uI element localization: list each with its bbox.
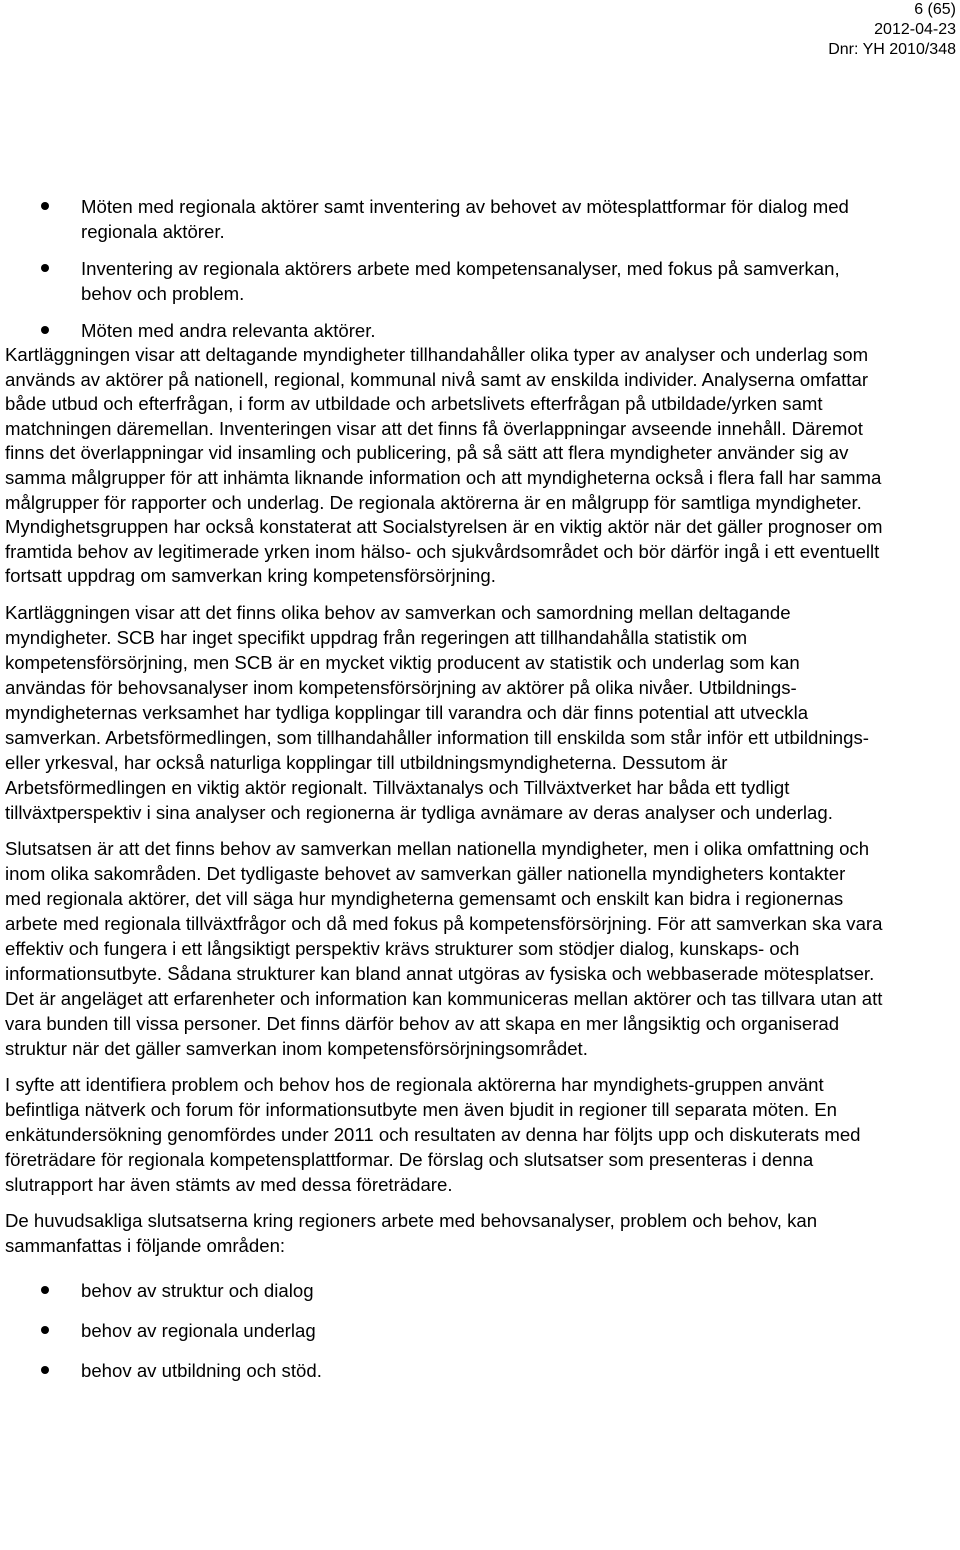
list-item — [5, 1358, 885, 1383]
bullet-icon — [41, 1286, 49, 1294]
list-item — [5, 256, 885, 306]
list-item — [5, 318, 885, 343]
list-item-text: Inventering av regionala aktörers arbete med kompetensanalyser, med fokus på samverkan, behov och problem. — [81, 258, 840, 304]
paragraph: Kartläggningen visar att deltagande myndigheter tillhandahåller olika typer av analyser och underlag som används av aktörer på nationell, regional, kommunal nivå samt av enskilda individer. Analyserna omfattar både utbud och efterfrågan, i form av utbildade och arbetslivets efterfrågan på utbildade/yrken samt matchningen däremellan. Inventeringen visar att det finns få överlappningar avseende innehåll. Däremot finns det överlappningar vid insamling och publicering, på så sätt att flera myndigheter använder sig av samma målgrupper för att inhämta liknande information och att myndigheterna också i flera fall har samma målgrupper för rapporter och underlag. De regionala aktörerna är en målgrupp för samtliga myndigheter. Myndighetsgruppen har också konstaterat att Socialstyrelsen är en viktig aktör när det gäller prognoser om framtida behov av legitimerade yrken inom hälso- och sjukvårdsområdet och bör därför ingå i ett eventuellt fortsatt uppdrag om samverkan kring kompetensförsörjning. — [5, 344, 883, 587]
list-item-text: behov av struktur och dialog — [81, 1279, 314, 1301]
document-body — [5, 194, 885, 1383]
bullet-icon — [41, 326, 49, 334]
bullet-icon — [41, 1366, 49, 1374]
paragraph: Slutsatsen är att det finns behov av samverkan mellan nationella myndigheter, men i olika omfattning och inom olika sakområden. Det tydligaste behovet av samverkan gäller nationella myndigheters kontakter med regionala aktörer, det vill säga hur myndigheterna gemensamt och enskilt kan bidra i regionernas arbete med regionala tillväxtfrågor och då med fokus på kompetensförsörjning. För att samverkan ska vara effektiv och fungera i ett långsiktigt perspektiv krävs strukturer som stödjer dialog, kunskaps- och informationsutbyte. Sådana strukturer kan bland annat utgöras av fysiska och webbaserade mötesplatser. Det är angeläget att erfarenheter och information kan kommuniceras mellan aktörer och tas tillvara utan att vara bunden till vissa personer. Det finns därför behov av att skapa en mer långsiktig och organiserad struktur när det gäller samverkan inom kompetensförsörjningsområdet. — [5, 837, 883, 1059]
list-item-text: behov av utbildning och stöd. — [81, 1359, 322, 1381]
list-item-text: Möten med andra relevanta aktörer. — [81, 320, 376, 341]
page-number: 6 (65) — [914, 1, 956, 18]
paragraph: Kartläggningen visar att det finns olika behov av samverkan och samordning mellan deltagande myndigheter. SCB har inget specifikt uppdrag från regeringen att tillhandahålla statistik om kompetensförsörjning, men SCB är en mycket viktig producent av statistik och underlag som kan användas för behovsanalyser inom kompetensförsörjning av aktörer på olika nivåer. Utbildnings-myndigheternas verksamhet har tydliga kopplingar till varandra och där finns potential att utveckla samverkan. Arbetsförmedlingen, som tillhandahåller information till enskilda som står inför ett utbildnings- eller yrkesval, har också naturliga kopplingar till utbildningsmyndigheterna. Dessutom är Arbetsförmedlingen en viktig aktör regionalt. Tillväxtanalys och Tillväxtverket har båda ett tydligt tillväxtperspektiv i sina analyser och regionerna är tydliga avnämare av deras analyser och underlag. — [5, 601, 869, 823]
list-item-text: behov av regionala underlag — [81, 1319, 316, 1341]
list-item — [5, 194, 885, 244]
list-item — [5, 1278, 885, 1303]
page-header — [828, 0, 956, 60]
bullet-list-bottom — [5, 1278, 885, 1383]
bullet-icon — [41, 202, 49, 210]
bullet-icon — [41, 1326, 49, 1334]
document-number: Dnr: YH 2010/348 — [828, 41, 956, 58]
document-date: 2012-04-23 — [874, 21, 956, 38]
paragraph: De huvudsakliga slutsatserna kring regioners arbete med behovsanalyser, problem och behov, kan sammanfattas i följande områden: — [5, 1209, 818, 1256]
bullet-icon — [41, 264, 49, 272]
list-item-text: Möten med regionala aktörer samt inventering av behovet av mötesplattformar för dialog med regionala aktörer. — [81, 196, 849, 242]
list-item — [5, 1318, 885, 1343]
bullet-list-top — [5, 194, 885, 343]
paragraph: I syfte att identifiera problem och behov hos de regionala aktörerna har myndighets-gruppen använt befintliga nätverk och forum för informationsutbyte men även bjudit in regioner till separata möten. En enkätundersökning genomfördes under 2011 och resultaten av denna har följts upp och diskuterats med företrädare för regionala kompetensplattformar. De förslag och slutsatser som presenteras i denna slutrapport har även stämts av med dessa företrädare. — [5, 1073, 861, 1195]
